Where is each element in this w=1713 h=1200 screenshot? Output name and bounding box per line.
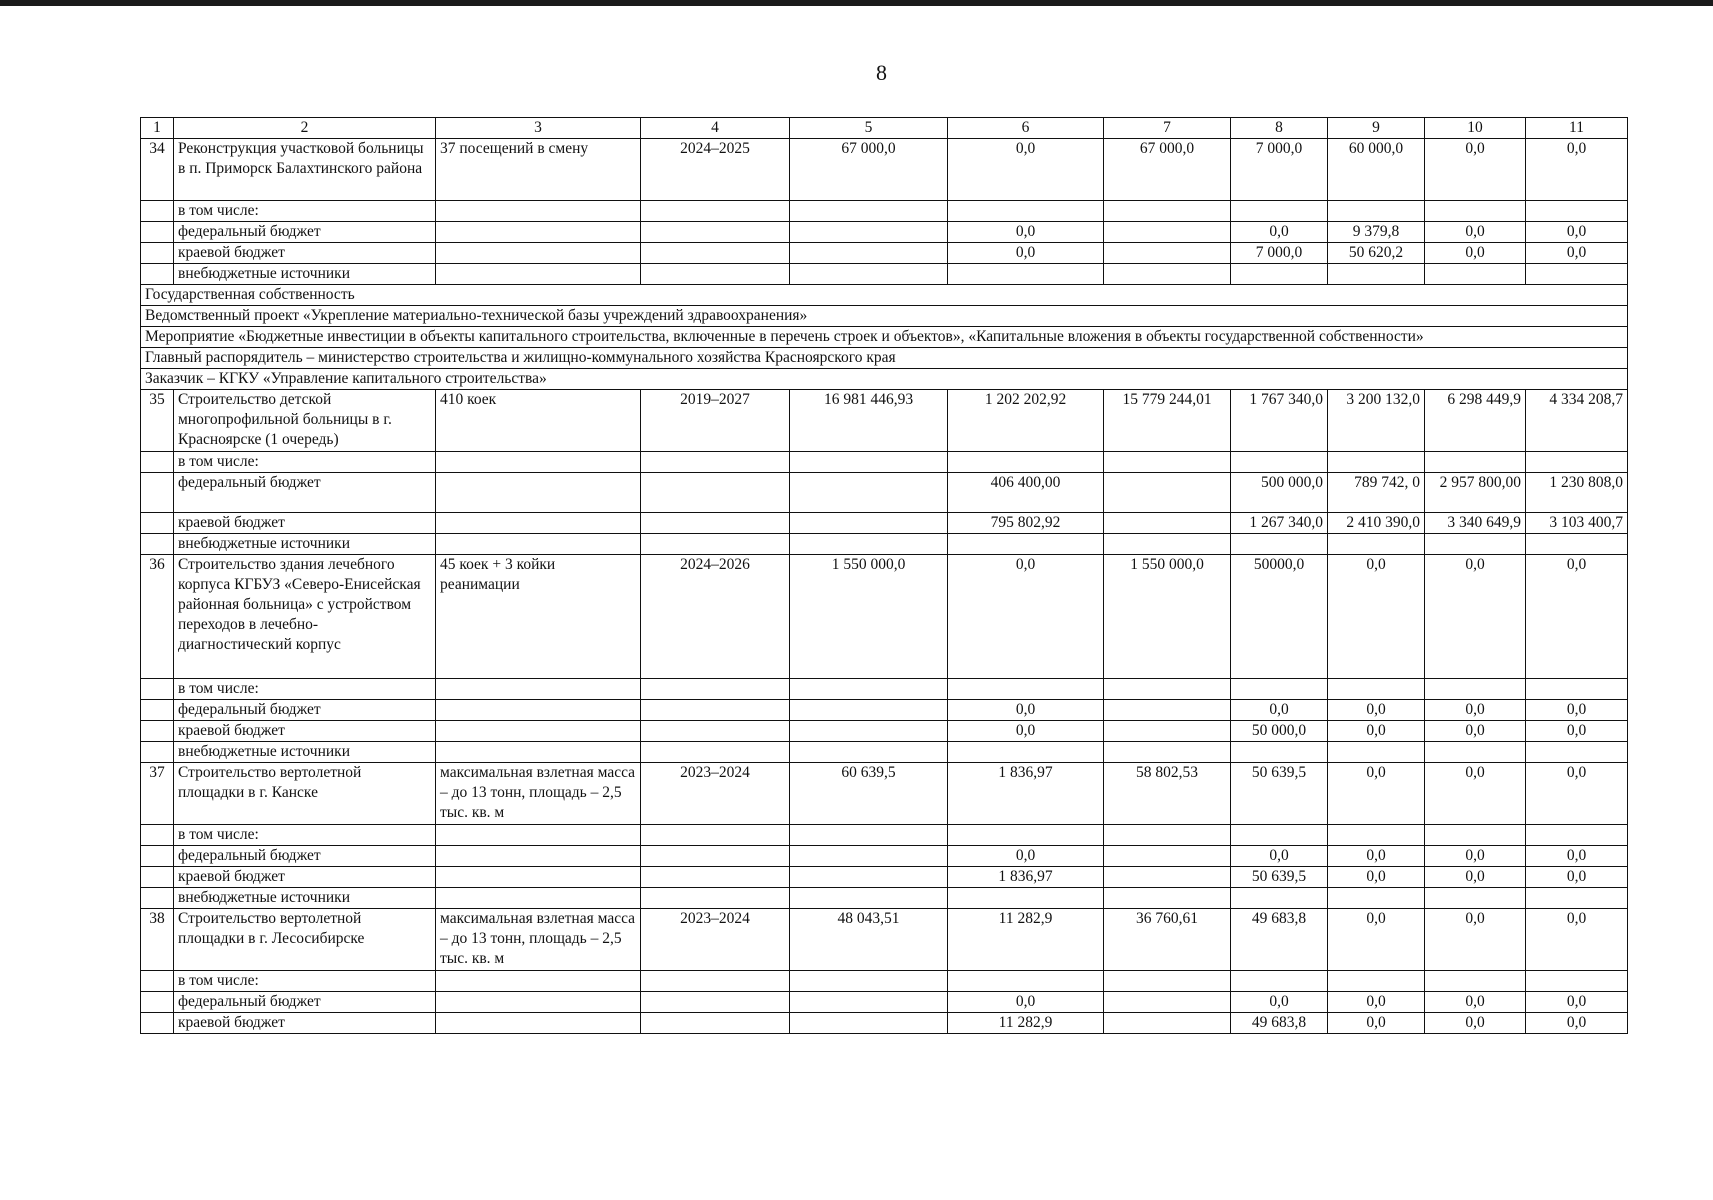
- col8-value: 50 639,5: [1231, 867, 1328, 888]
- total-cost: 48 043,51: [790, 909, 948, 971]
- col11-value: 0,0: [1526, 243, 1628, 264]
- object-name: Строительство вертолетной площадки в г. Канске: [174, 763, 436, 825]
- col11-value: 0,0: [1526, 555, 1628, 679]
- col11-value: 0,0: [1526, 992, 1628, 1013]
- regional-row: [141, 867, 1628, 888]
- extrabudget-row: [141, 534, 1628, 555]
- object-row: [141, 390, 1628, 452]
- object-row: [141, 763, 1628, 825]
- col7-value: 67 000,0: [1104, 139, 1231, 201]
- col10-value: 0,0: [1425, 909, 1526, 971]
- col10-value: 0,0: [1425, 763, 1526, 825]
- col11-value: 0,0: [1526, 909, 1628, 971]
- total-cost: 60 639,5: [790, 763, 948, 825]
- col9-value: 50 620,2: [1328, 243, 1425, 264]
- regional-label: краевой бюджет: [174, 1013, 436, 1034]
- section-row: [141, 348, 1628, 369]
- column-number: 8: [1231, 118, 1328, 139]
- incl-row: [141, 825, 1628, 846]
- col6-value: 0,0: [948, 555, 1104, 679]
- object-name: Реконструкция участковой больницы в п. Приморск Балахтинского района: [174, 139, 436, 201]
- object-capacity: максимальная взлетная масса – до 13 тонн, площадь – 2,5 тыс. кв. м: [436, 909, 641, 971]
- extrabudget-row: [141, 888, 1628, 909]
- federal-row: [141, 473, 1628, 513]
- col8-value: 50 639,5: [1231, 763, 1328, 825]
- col7-value: 15 779 244,01: [1104, 390, 1231, 452]
- col11-value: 1 230 808,0: [1526, 473, 1628, 513]
- object-row: [141, 555, 1628, 679]
- incl-row: [141, 452, 1628, 473]
- col9-value: 0,0: [1328, 992, 1425, 1013]
- extrabudget-label: внебюджетные источники: [174, 742, 436, 763]
- object-capacity: 37 посещений в смену: [436, 139, 641, 201]
- federal-label: федеральный бюджет: [174, 473, 436, 513]
- total-cost: 16 981 446,93: [790, 390, 948, 452]
- incl-label: в том числе:: [174, 971, 436, 992]
- object-capacity: 410 коек: [436, 390, 641, 452]
- col8-value: 7 000,0: [1231, 139, 1328, 201]
- object-name: Строительство вертолетной площадки в г. Лесосибирске: [174, 909, 436, 971]
- col6-value: 1 836,97: [948, 763, 1104, 825]
- column-number: 11: [1526, 118, 1628, 139]
- section-administrator: Главный распорядитель – министерство строительства и жилищно-коммунального хозяйства Красноярского края: [141, 348, 1628, 369]
- col8-value: 500 000,0: [1231, 473, 1328, 513]
- section-customer: Заказчик – КГКУ «Управление капитального строительства»: [141, 369, 1628, 390]
- federal-label: федеральный бюджет: [174, 222, 436, 243]
- col10-value: 0,0: [1425, 555, 1526, 679]
- object-period: 2024–2025: [641, 139, 790, 201]
- col7-value: 1 550 000,0: [1104, 555, 1231, 679]
- extrabudget-row: [141, 264, 1628, 285]
- col6-value: 1 836,97: [948, 867, 1104, 888]
- col9-value: 0,0: [1328, 867, 1425, 888]
- col10-value: 0,0: [1425, 992, 1526, 1013]
- col11-value: 3 103 400,7: [1526, 513, 1628, 534]
- col8-value: 0,0: [1231, 700, 1328, 721]
- regional-row: [141, 243, 1628, 264]
- federal-row: [141, 222, 1628, 243]
- col9-value: 0,0: [1328, 555, 1425, 679]
- object-number: 34: [141, 139, 174, 201]
- col6-value: 0,0: [948, 846, 1104, 867]
- extrabudget-row: [141, 742, 1628, 763]
- col10-value: 0,0: [1425, 139, 1526, 201]
- col9-value: 0,0: [1328, 763, 1425, 825]
- col9-value: 0,0: [1328, 700, 1425, 721]
- col11-value: 0,0: [1526, 139, 1628, 201]
- section-row: [141, 369, 1628, 390]
- col9-value: 0,0: [1328, 846, 1425, 867]
- col6-value: 406 400,00: [948, 473, 1104, 513]
- col11-value: 4 334 208,7: [1526, 390, 1628, 452]
- section-row: [141, 327, 1628, 348]
- object-number: 36: [141, 555, 174, 679]
- column-number: 2: [174, 118, 436, 139]
- incl-label: в том числе:: [174, 452, 436, 473]
- col9-value: 3 200 132,0: [1328, 390, 1425, 452]
- regional-label: краевой бюджет: [174, 513, 436, 534]
- col9-value: 9 379,8: [1328, 222, 1425, 243]
- col8-value: 49 683,8: [1231, 909, 1328, 971]
- col10-value: 6 298 449,9: [1425, 390, 1526, 452]
- federal-row: [141, 700, 1628, 721]
- regional-label: краевой бюджет: [174, 867, 436, 888]
- col10-value: 0,0: [1425, 721, 1526, 742]
- col9-value: 789 742, 0: [1328, 473, 1425, 513]
- col10-value: 2 957 800,00: [1425, 473, 1526, 513]
- extrabudget-label: внебюджетные источники: [174, 264, 436, 285]
- col10-value: 0,0: [1425, 846, 1526, 867]
- regional-label: краевой бюджет: [174, 721, 436, 742]
- financing-table: [140, 117, 1628, 1034]
- col11-value: 0,0: [1526, 721, 1628, 742]
- col9-value: 0,0: [1328, 721, 1425, 742]
- col6-value: 11 282,9: [948, 1013, 1104, 1034]
- object-name: Строительство здания лечебного корпуса КГБУЗ «Северо-Енисейская районная больница» с устройством переходов в лечебно-диагностический корпус: [174, 555, 436, 679]
- object-period: 2023–2024: [641, 763, 790, 825]
- col8-value: 50000,0: [1231, 555, 1328, 679]
- col8-value: 0,0: [1231, 846, 1328, 867]
- object-period: 2023–2024: [641, 909, 790, 971]
- col10-value: 0,0: [1425, 867, 1526, 888]
- column-number: 4: [641, 118, 790, 139]
- incl-row: [141, 201, 1628, 222]
- object-period: 2019–2027: [641, 390, 790, 452]
- col7-value: 58 802,53: [1104, 763, 1231, 825]
- col11-value: 0,0: [1526, 846, 1628, 867]
- incl-label: в том числе:: [174, 825, 436, 846]
- incl-label: в том числе:: [174, 201, 436, 222]
- col9-value: 60 000,0: [1328, 139, 1425, 201]
- incl-label: в том числе:: [174, 679, 436, 700]
- col8-value: 50 000,0: [1231, 721, 1328, 742]
- col10-value: 0,0: [1425, 1013, 1526, 1034]
- col10-value: 3 340 649,9: [1425, 513, 1526, 534]
- object-number: 35: [141, 390, 174, 452]
- col9-value: 2 410 390,0: [1328, 513, 1425, 534]
- extrabudget-label: внебюджетные источники: [174, 534, 436, 555]
- object-number: 37: [141, 763, 174, 825]
- col9-value: 0,0: [1328, 1013, 1425, 1034]
- column-number: 5: [790, 118, 948, 139]
- col11-value: 0,0: [1526, 763, 1628, 825]
- total-cost: 1 550 000,0: [790, 555, 948, 679]
- column-number-row: [141, 118, 1628, 139]
- col11-value: 0,0: [1526, 700, 1628, 721]
- column-number: 6: [948, 118, 1104, 139]
- col8-value: 0,0: [1231, 222, 1328, 243]
- col6-value: 0,0: [948, 139, 1104, 201]
- col6-value: 0,0: [948, 243, 1104, 264]
- col10-value: 0,0: [1425, 243, 1526, 264]
- federal-row: [141, 992, 1628, 1013]
- scan-top-edge: [0, 0, 1713, 6]
- col6-value: 795 802,92: [948, 513, 1104, 534]
- col10-value: 0,0: [1425, 222, 1526, 243]
- object-name: Строительство детской многопрофильной больницы в г. Красноярске (1 очередь): [174, 390, 436, 452]
- col6-value: 0,0: [948, 992, 1104, 1013]
- col8-value: 1 267 340,0: [1231, 513, 1328, 534]
- column-number: 10: [1425, 118, 1526, 139]
- col11-value: 0,0: [1526, 222, 1628, 243]
- col10-value: 0,0: [1425, 700, 1526, 721]
- section-measure: Мероприятие «Бюджетные инвестиции в объекты капитального строительства, включенные в перечень строек и объектов», «Капитальные вложения в объекты государственной собственности»: [141, 327, 1628, 348]
- object-row: [141, 139, 1628, 201]
- regional-row: [141, 721, 1628, 742]
- federal-label: федеральный бюджет: [174, 846, 436, 867]
- object-row: [141, 909, 1628, 971]
- federal-label: федеральный бюджет: [174, 992, 436, 1013]
- regional-row: [141, 513, 1628, 534]
- section-project: Ведомственный проект «Укрепление материально-технической базы учреждений здравоохранения»: [141, 306, 1628, 327]
- col6-value: 0,0: [948, 700, 1104, 721]
- column-number: 1: [141, 118, 174, 139]
- column-number: 7: [1104, 118, 1231, 139]
- regional-label: краевой бюджет: [174, 243, 436, 264]
- section-row: [141, 285, 1628, 306]
- object-number: 38: [141, 909, 174, 971]
- incl-row: [141, 679, 1628, 700]
- col6-value: 1 202 202,92: [948, 390, 1104, 452]
- col6-value: 0,0: [948, 721, 1104, 742]
- regional-row: [141, 1013, 1628, 1034]
- extrabudget-label: внебюджетные источники: [174, 888, 436, 909]
- col8-value: 0,0: [1231, 992, 1328, 1013]
- total-cost: 67 000,0: [790, 139, 948, 201]
- object-period: 2024–2026: [641, 555, 790, 679]
- col6-value: 0,0: [948, 222, 1104, 243]
- col8-value: 7 000,0: [1231, 243, 1328, 264]
- object-capacity: 45 коек + 3 койки реанимации: [436, 555, 641, 679]
- col9-value: 0,0: [1328, 909, 1425, 971]
- column-number: 3: [436, 118, 641, 139]
- section-row: [141, 306, 1628, 327]
- object-capacity: максимальная взлетная масса – до 13 тонн, площадь – 2,5 тыс. кв. м: [436, 763, 641, 825]
- col11-value: 0,0: [1526, 867, 1628, 888]
- col11-value: 0,0: [1526, 1013, 1628, 1034]
- col8-value: 1 767 340,0: [1231, 390, 1328, 452]
- col8-value: 49 683,8: [1231, 1013, 1328, 1034]
- col6-value: 11 282,9: [948, 909, 1104, 971]
- federal-row: [141, 846, 1628, 867]
- incl-row: [141, 971, 1628, 992]
- column-number: 9: [1328, 118, 1425, 139]
- section-ownership: Государственная собственность: [141, 285, 1628, 306]
- federal-label: федеральный бюджет: [174, 700, 436, 721]
- page-number: 8: [876, 60, 887, 85]
- col7-value: 36 760,61: [1104, 909, 1231, 971]
